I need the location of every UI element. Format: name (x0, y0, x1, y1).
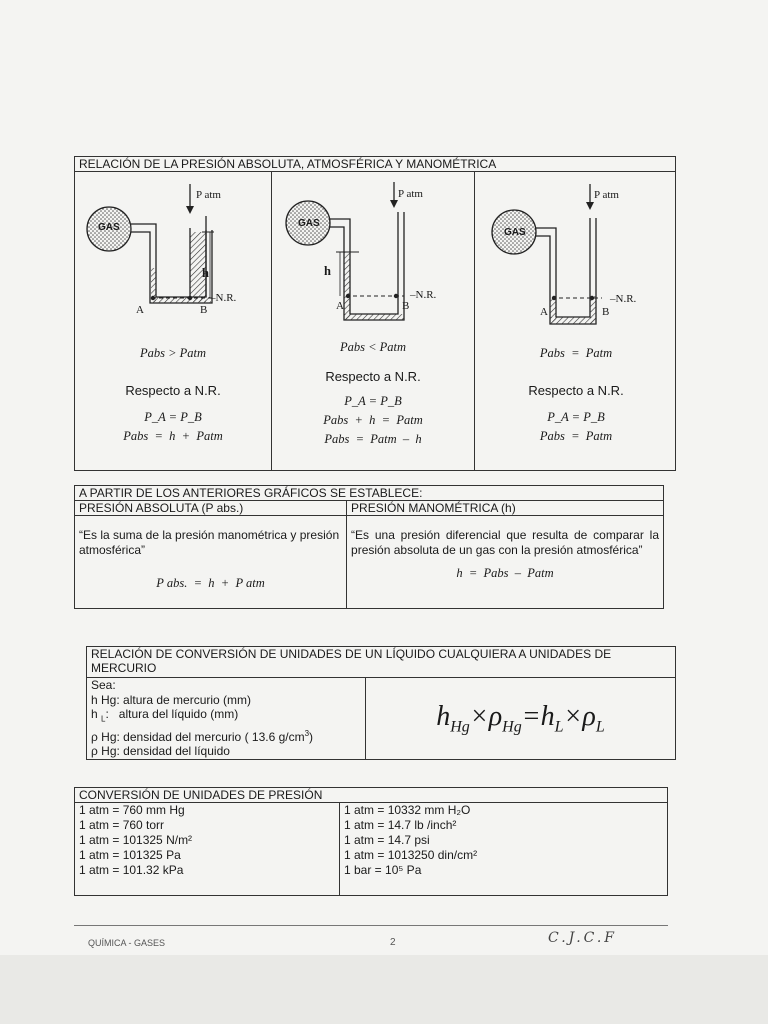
section-unit-conversion (74, 787, 668, 896)
absolute-pressure-text: “Es la suma de la presión manométrica y presión atmosférica” (79, 528, 340, 557)
panel-3-text (476, 346, 676, 444)
panel-1-respecto: Respecto a N.R. (125, 383, 221, 398)
b-label-3: B (602, 306, 610, 318)
panel-2-respecto: Respecto a N.R. (325, 369, 421, 384)
gas-label-1: GAS (98, 222, 120, 233)
section2-title: A PARTIR DE LOS ANTERIORES GRÁFICOS SE ESTABLECE: (75, 486, 664, 501)
h-label-2: h (324, 264, 331, 278)
manometer-1 (87, 184, 214, 303)
nr-label-3: –N.R. (610, 293, 637, 305)
panel-1-eq1: P_A = P_B (144, 410, 202, 424)
conv-left-3: 1 atm = 101325 Pa (79, 848, 181, 862)
footer-subject: QUÍMICA - GASES (88, 938, 166, 948)
panel-1-text (75, 346, 271, 444)
section1-title: RELACIÓN DE LA PRESIÓN ABSOLUTA, ATMOSFÉRICA Y MANOMÉTRICA (75, 157, 676, 172)
h-label-1: h (202, 266, 209, 280)
gauge-pressure-cell (347, 516, 664, 609)
conv-left-0: 1 atm = 760 mm Hg (79, 803, 185, 817)
section-definitions (74, 485, 664, 609)
formula-cell (366, 678, 676, 760)
variables-cell (87, 678, 366, 760)
panel-2-text (272, 340, 474, 447)
gas-label-3: GAS (504, 227, 526, 238)
conversion-left-cell (75, 803, 340, 896)
gauge-pressure-header: PRESIÓN MANOMÉTRICA (h) (347, 501, 664, 516)
patm-label-2: P atm (398, 188, 423, 200)
a-label-1: A (136, 304, 144, 316)
conversion-formula: $h_{Hg}\times\rho_{Hg}=h_L\times\rho_L$ (436, 700, 605, 736)
section4-title: CONVERSIÓN DE UNIDADES DE PRESIÓN (75, 788, 668, 803)
var-h-hg: h Hg: altura de mercurio (mm) (91, 692, 252, 707)
panel-3-eq1: P_A = P_B (547, 410, 605, 424)
panel-2-relation: Pabs < Patm (339, 340, 407, 354)
conv-right-3: 1 atm = 1013250 din/cm² (344, 848, 478, 862)
panel-1-relation: Pabs > Patm (139, 346, 207, 360)
signature: C.J.C.F (548, 930, 618, 946)
panel-3-eq2: Pabs = Patm (539, 429, 613, 443)
var-rho-l: ρ Hg: densidad del líquido (91, 744, 230, 759)
panel-2-eq2: Pabs + h = Patm (323, 413, 423, 427)
gauge-pressure-text: “Es una presión diferencial que resulta de comparar la presión absoluta de un gas con la presión atmosférica” (351, 528, 659, 557)
conv-left-4: 1 atm = 101.32 kPa (79, 863, 184, 877)
var-h-l: h $_L$: altura del líquido (mm) (91, 707, 239, 724)
absolute-pressure-cell (75, 516, 347, 609)
section-liquid-conversion (86, 646, 676, 760)
patm-label-3: P atm (594, 189, 619, 201)
conv-left-1: 1 atm = 760 torr (79, 818, 165, 832)
patm-label-1: P atm (196, 189, 221, 201)
panel-3-relation: Pabs = Patm (539, 346, 613, 360)
a-label-3: A (540, 306, 548, 318)
conv-right-1: 1 atm = 14.7 lb /inch² (344, 818, 457, 832)
a-label-2: A (336, 300, 344, 312)
var-rho-hg: ρ Hg: densidad del mercurio ( 13.6 $g/cm^3$) (91, 728, 314, 744)
b-label-1: B (200, 304, 208, 316)
manometer-3 (492, 184, 602, 324)
conv-right-2: 1 atm = 14.7 psi (344, 833, 430, 847)
page-number: 2 (390, 937, 396, 948)
conversion-right-cell (340, 803, 668, 896)
gauge-pressure-formula: h = Pabs – Patm (456, 566, 554, 580)
nr-label-2: –N.R. (410, 289, 437, 301)
panel-2-eq3: Pabs = Patm – h (324, 432, 422, 446)
panel-3-respecto: Respecto a N.R. (528, 383, 624, 398)
gas-label-2: GAS (298, 218, 320, 229)
absolute-pressure-formula: P abs. = h + P atm (156, 576, 265, 590)
nr-label-1: –N.R. (210, 292, 237, 304)
conv-right-4: 1 bar = 10⁵ Pa (344, 863, 422, 877)
absolute-pressure-header: PRESIÓN ABSOLUTA (P abs.) (75, 501, 347, 516)
footer-rule (74, 925, 668, 926)
sea-label: Sea: (91, 678, 116, 692)
b-label-2: B (402, 300, 410, 312)
panel-1-eq2: Pabs = h + Patm (123, 429, 223, 443)
page-bottom-edge (0, 955, 768, 1024)
conv-left-2: 1 atm = 101325 N/m² (79, 833, 193, 847)
panel-2-eq1: P_A = P_B (344, 394, 402, 408)
manometer-diagrams (74, 172, 676, 332)
conv-right-0: 1 atm = 10332 mm H₂O (344, 803, 471, 817)
section3-title: RELACIÓN DE CONVERSIÓN DE UNIDADES DE UN LÍQUIDO CUALQUIERA A UNIDADES DE MERCURIO (87, 647, 676, 678)
manometer-2 (286, 182, 404, 320)
